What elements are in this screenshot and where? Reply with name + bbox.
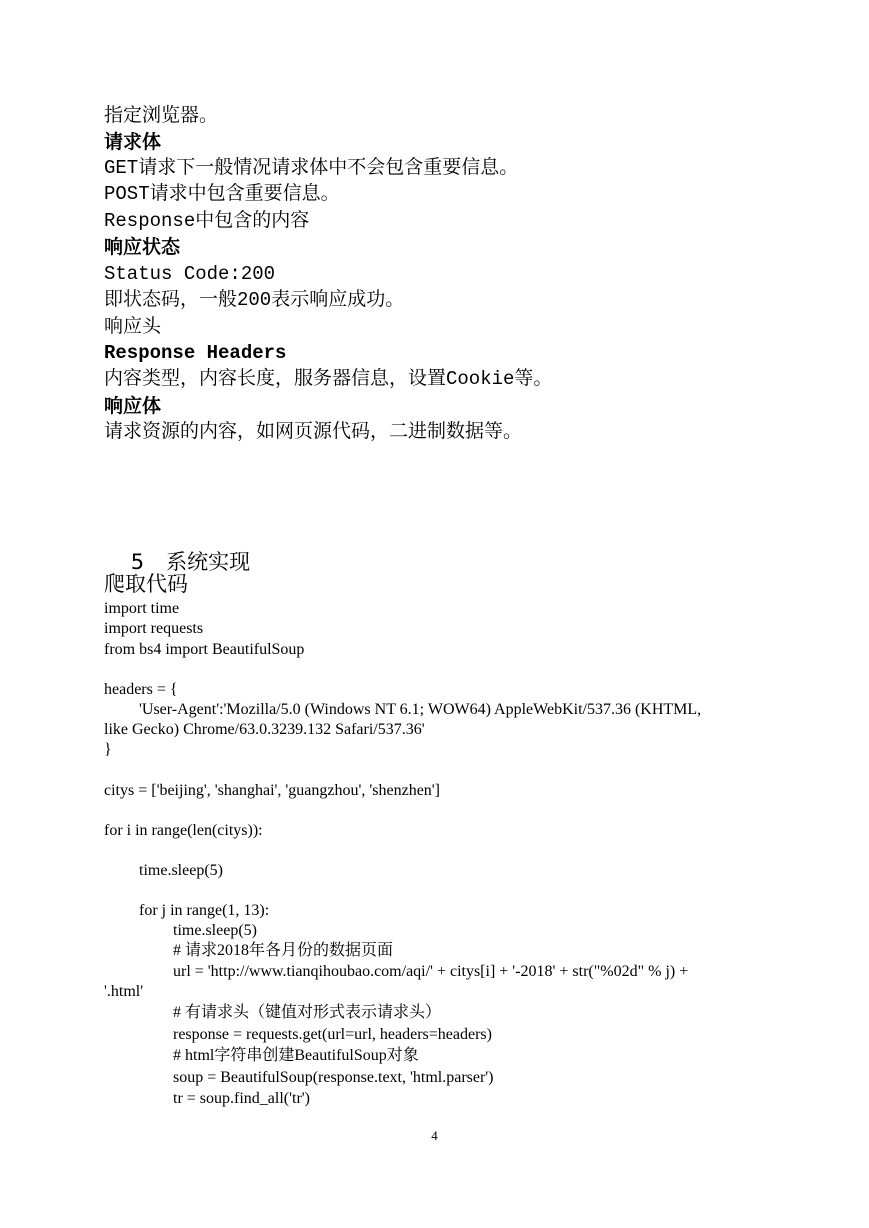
text-line-post: POST请求中包含重要信息。: [104, 183, 340, 205]
code-line-14: url = 'http://www.tianqihoubao.com/aqi/' + citys[i] + '-2018' + str("%02d" % j) +: [173, 963, 689, 980]
code-line-13: # 请求2018年各月份的数据页面: [173, 942, 394, 959]
code-line-19: soup = BeautifulSoup(response.text, 'html.parser'): [173, 1069, 494, 1086]
code-line-3: from bs4 import BeautifulSoup: [104, 641, 305, 658]
code-line-11: for j in range(1, 13):: [139, 902, 270, 919]
text-line-status-desc: 即状态码，一般200表示响应成功。: [104, 289, 405, 311]
code-line-15: '.html': [104, 983, 144, 1000]
text-line-response: Response中包含的内容: [104, 210, 310, 232]
heading-response-body: 响应体: [104, 395, 162, 417]
code-line-7: }: [104, 741, 112, 758]
code-line-1: import time: [104, 600, 180, 617]
code-line-16: # 有请求头（键值对形式表示请求头）: [173, 1004, 442, 1021]
text-line-browser: 指定浏览器。: [104, 104, 219, 126]
heading-response-status: 响应状态: [104, 236, 181, 258]
heading-request-body: 请求体: [104, 131, 162, 153]
text-line-body-desc: 请求资源的内容，如网页源代码，二进制数据等。: [104, 421, 523, 443]
section-number: 5: [130, 550, 145, 574]
code-line-17: response = requests.get(url=url, headers=headers): [173, 1026, 492, 1043]
code-line-12: time.sleep(5): [173, 922, 257, 939]
page-number: 4: [431, 1128, 438, 1143]
text-line-get: GET请求下一般情况请求体中不会包含重要信息。: [104, 157, 519, 179]
code-line-9: for i in range(len(citys)):: [104, 822, 263, 839]
section-title: 系统实现: [166, 550, 251, 574]
text-line-status-code: Status Code:200: [104, 263, 276, 285]
code-line-5: 'User-Agent':'Mozilla/5.0 (Windows NT 6.1; WOW64) AppleWebKit/537.36 (KHTML,: [139, 701, 702, 718]
code-line-6: like Gecko) Chrome/63.0.3239.132 Safari/537.36': [104, 721, 425, 738]
code-line-8: citys = ['beijing', 'shanghai', 'guangzhou', 'shenzhen']: [104, 782, 441, 799]
subsection-heading: 爬取代码: [104, 572, 188, 596]
code-line-18: # html字符串创建BeautifulSoup对象: [173, 1047, 419, 1064]
code-line-2: import requests: [104, 620, 204, 637]
code-line-20: tr = soup.find_all('tr'): [173, 1090, 310, 1107]
code-line-10: time.sleep(5): [139, 862, 223, 879]
code-line-4: headers = {: [104, 681, 178, 698]
heading-response-headers: Response Headers: [104, 342, 287, 364]
text-line-response-header: 响应头: [104, 315, 162, 337]
text-line-headers-desc: 内容类型，内容长度，服务器信息，设置Cookie等。: [104, 368, 553, 390]
